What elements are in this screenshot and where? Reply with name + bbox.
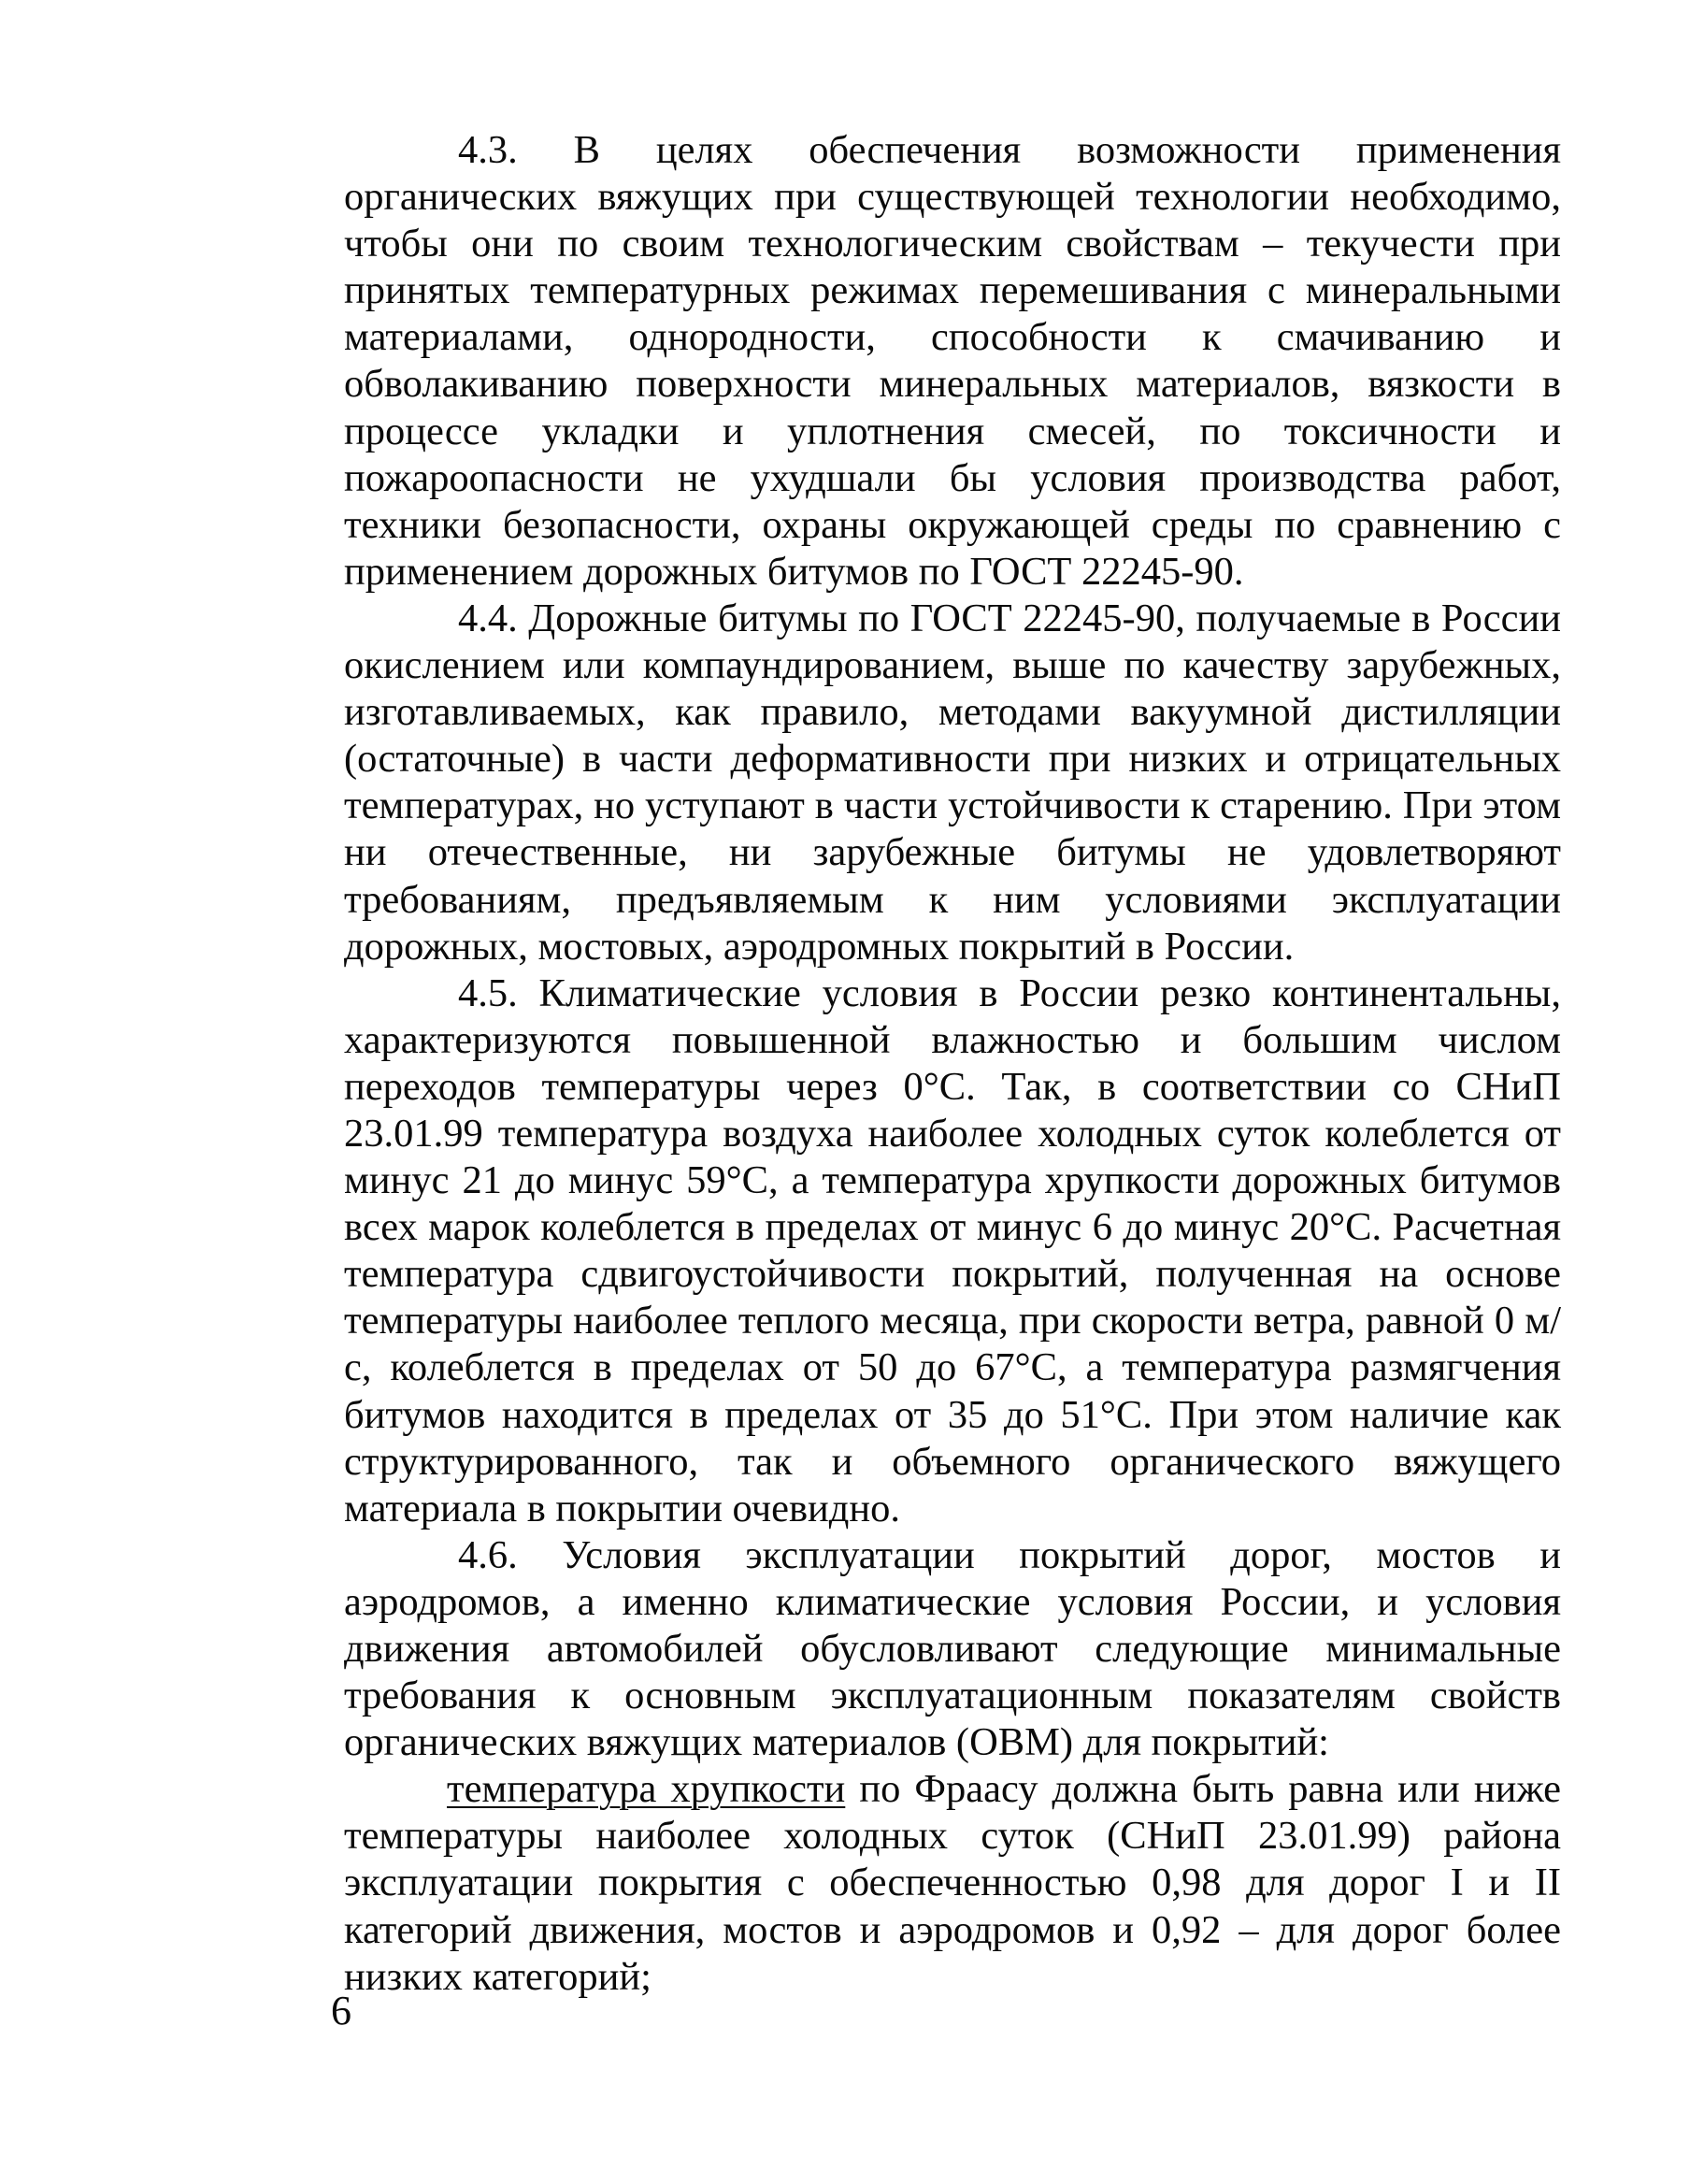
requirement-item-brittleness (344, 1766, 1561, 2000)
requirement-term: температура хрупкости (447, 1767, 846, 1812)
paragraph-4-4: 4.4. Дорожные битумы по ГОСТ 22245-90, получаемые в России окислением или компаундированием, выше по качеству зарубежных, изготавливаемых, как правило, методами вакуумной дистилляции (остаточные) в части деформативности при низких и отрицательных температурах, но уступают в части устойчивости к старению. При этом ни отечественные, ни зарубежные битумы не удовлетворяют требованиям, предъявляемым к ним условиями эксплуатации дорожных, мостовых, аэродромных покрытий в России. (344, 596, 1561, 969)
requirement-text: по Фраасу должна быть равна или ниже температуры наиболее холодных суток (СНиП 23.01.99) района эксплуатации покрытия с обеспеченностью 0,98 для дорог I и II категорий движения, мостов и аэродромов и 0,92 – для дорог более низких категорий; (344, 1767, 1561, 1999)
paragraph-4-5: 4.5. Климатические условия в России резко континентальны, характеризуются повышенной влажностью и большим числом переходов температуры через 0°С. Так, в соответствии со СНиП 23.01.99 температура воздуха наиболее холодных суток колеблется от минус 21 до минус 59°С, а температура хрупкости дорожных битумов всех марок колеблется в пределах от минус 6 до минус 20°С. Расчетная температура сдвигоустойчивости покрытий, полученная на основе температуры наиболее теплого месяца, при скорости ветра, равной 0 м/с, колеблется в пределах от 50 до 67°С, а температура размягчения битумов находится в пределах от 35 до 51°С. При этом наличие как структурированного, так и объемного органического вяжущего материала в покрытии очевидно. (344, 970, 1561, 1530)
paragraph-4-6: 4.6. Условия эксплуатации покрытий дорог, мостов и аэродромов, а именно климатические условия России, и условия движения автомобилей обусловливают следующие минимальные требования к основным эксплуатационным показателям свойств органических вяжущих материалов (ОВМ) для покрытий: (344, 1532, 1561, 1765)
page-number: 6 (331, 1988, 351, 2033)
paragraph-4-3: 4.3. В целях обеспечения возможности применения органических вяжущих при существующей технологии необходимо, чтобы они по своим технологическим свойствам – текучести при принятых температурных режимах перемешивания с минеральными материалами, однородности, способности к смачиванию и обволакиванию поверхности минеральных материалов, вязкости в процессе укладки и уплотнения смесей, по токсичности и пожароопасности не ухудшали бы условия производства работ, техники безопасности, охраны окружающей среды по сравнению с применением дорожных битумов по ГОСТ 22245-90. (344, 128, 1561, 594)
body-text (344, 127, 1561, 2001)
